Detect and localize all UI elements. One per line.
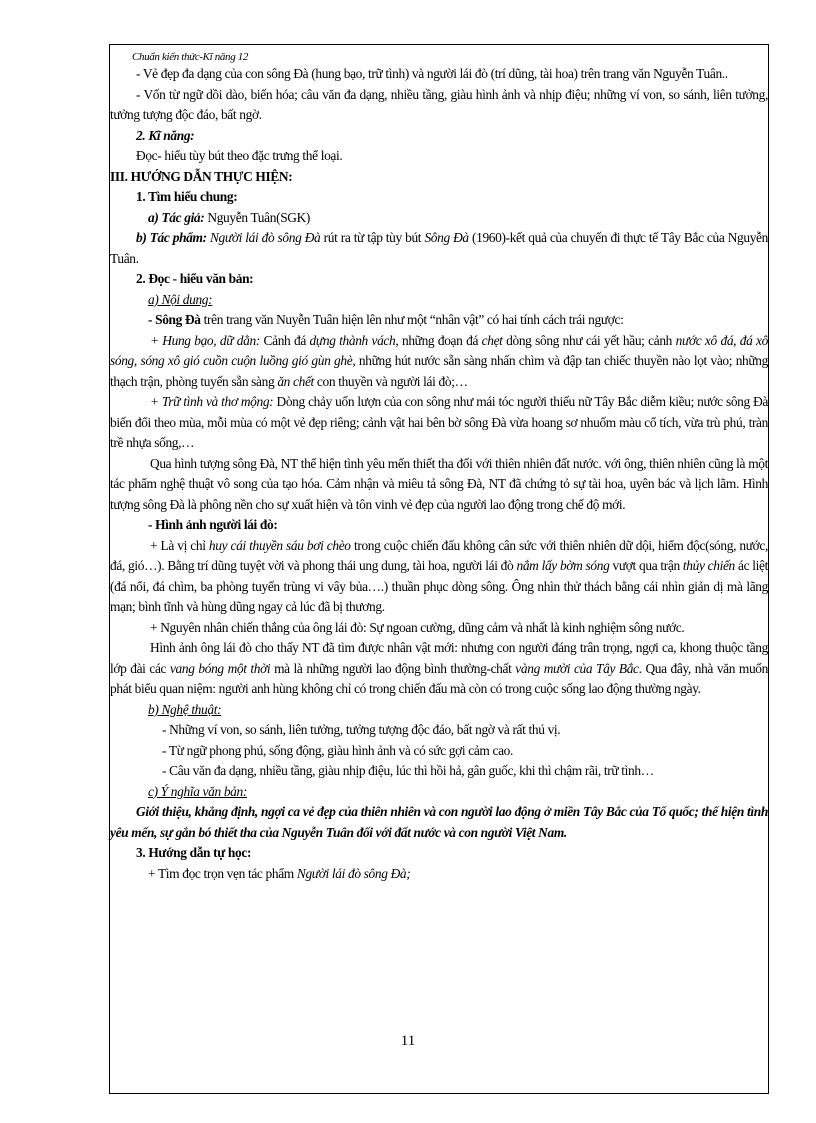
document-body [110,50,768,884]
text: . Qua đây, nhà văn muốn phát biểu quan niệm: người anh hùng không chỉ có trong chiến đấu mà còn có trong cuộc sống lao động thường ngày. [110,660,769,696]
paragraph [110,228,768,269]
label: - Sông Đà [148,312,201,327]
text: vang bóng một thời [169,660,271,676]
text: nắm lấy bờm sóng [516,558,610,573]
label: + Hung bạo, dữ dằn: [150,332,260,348]
text: Sông Đà [424,230,469,245]
text: thủy chiến [682,558,735,573]
text: ăn chết [277,373,314,389]
subheading: - Hình ảnh người lái đò: [148,517,278,532]
text: huy cái thuyền sáu bơi chèo [208,537,351,553]
label: + Trữ tình và thơ mộng: [150,394,274,409]
paragraph: Giới thiệu, khẳng định, ngợi ca vẻ đẹp của thiên nhiên và con người lao động ở miền Tây Bắc của Tổ quốc; thể hiện tình yêu mến, sự gắn bó thiết tha của Nguyễn Tuân đối với đất nước và con người Việt Nam. [110,804,768,840]
paragraph: - Câu văn đa dạng, nhiều tầng, giàu nhịp điệu, lúc thì hồi hả, gân guốc, khi thì chậm rãi, trữ tình… [162,763,654,778]
text: Người lái đò sông Đà [206,230,321,245]
text: vượt qua trận [609,558,683,573]
text: dòng sông như cái yết hầu; cảnh [502,332,676,348]
text: , những hút nước sẵn sàng nhấn chìm và đập tan chiếc thuyền nào lọt vào; những thạch trận, phòng tuyến sẵn sàng [110,353,768,389]
paragraph [110,638,768,700]
text: ác liệt (đá nổi, đá chìm, ba phòng tuyến trùng vi vây bủa….) thuần phục dòng sông. Ông nhìn thử thách bằng cái nhìn giản dị mà lãng mạn; bình tĩnh và hùng dũng ngay cả lúc đã bị thương. [110,558,768,614]
subheading: b) Nghệ thuật: [148,701,222,717]
paragraph: - Những ví von, so sánh, liên tưởng, tưởng tượng độc đáo, bất ngờ và rất thú vị. [162,722,561,737]
text: dựng thành vách [309,332,396,348]
subheading: c) Ý nghĩa văn bản: [148,783,247,799]
label: a) Tác giả: [148,209,205,225]
paragraph [110,331,768,393]
text: vàng mười của Tây Bắc [515,660,639,676]
paragraph: - Vốn từ ngữ dồi dào, biến hóa; câu văn đa dạng, nhiều tầng, giàu hình ảnh và nhịp điệu; những ví von, so sánh, liên tưởng, tưởng tượng độc đáo, bất ngờ. [110,86,768,122]
text: Hình ảnh ông lái đò cho thấy NT đã tìm được nhân vật mới: nhưng con người đáng trân trọng, ngợi ca, khong thuộc tầng lớp đài các [110,640,768,676]
text: chẹt [481,332,503,348]
text: con thuyền và người lái đò;… [313,373,468,389]
label: b) Tác phẩm: [136,230,207,245]
paragraph [110,864,768,885]
subheading: 3. Hướng dẫn tự học: [136,845,252,860]
paragraph: + Nguyên nhân chiến thắng của ông lái đò: Sự ngoan cường, dũng cảm và nhất là kinh nghiệm sông nước. [150,619,685,635]
paragraph [110,208,768,229]
page-number: 11 [400,1033,416,1049]
text: + Tìm đọc trọn vẹn tác phẩm [148,865,297,881]
text: , những đoạn đá [395,332,482,348]
text: rút ra từ tập tùy bút [320,230,425,245]
paragraph: - Vẻ đẹp đa dạng của con sông Đà (hung bạo, trữ tình) và người lái đò (trí dũng, tài hoa) trên trang văn Nguyễn Tuân.. [136,66,728,81]
paragraph: Qua hình tượng sông Đà, NT thể hiện tình yêu mến thiết tha đối với thiên nhiên đất nước. với ông, thiên nhiên cũng là một tác phẩm nghệ thuật vô song của tạo hóa. Cảm nhận và miêu tả sông Đà, NT đã chứng tỏ sự tài hoa, uyên bác và lịch lãm. Hình tượng sông Đà là phông nền cho sự xuất hiện và tôn vinh vẻ đẹp của người lao động trong chế độ mới. [110,455,768,512]
text: mà là những người lao động bình thường-chất [270,660,516,676]
subheading: a) Nội dung: [148,291,213,307]
text: + Là vị chỉ [150,537,209,553]
paragraph [110,536,768,618]
section-heading: III. HƯỚNG DẪN THỰC HIỆN: [110,168,293,184]
text: Dòng chảy uốn lượn của con sông như mái tóc người thiếu nữ Tây Bắc diễm kiều; nước sông Đà biến đổi theo mùa, mỗi mùa có một vẻ đẹp riêng; cảnh vật hai bên bờ sông Đà vừa hoang sơ nhuốm màu cổ tích, vừa trù phú, tràn trề nhựa sống,… [110,394,768,450]
running-header: Chuẩn kiến thức-Kĩ năng 12 [132,51,249,63]
text: Cảnh đá [259,332,310,348]
paragraph: Đọc- hiểu tùy bút theo đặc trưng thể loại. [136,148,343,163]
text: trên trang văn Nuyễn Tuân hiện lên như một “nhân vật” có hai tính cách trái ngược: [200,312,624,327]
paragraph [110,392,768,454]
text: nước xô đá, đá xô sóng, sóng xô gió cuồn cuộn luồng gió gùn ghè [110,332,768,368]
subheading: 2. Đọc - hiểu văn bản: [136,271,254,286]
subheading: 2. Kĩ năng: [136,127,195,143]
text: trong cuộc chiến đấu không cân sức với thiên nhiên dữ dội, hiểm độc(sóng, nước, đá, gió…). Bằng trí dũng tuyệt vời và phong thái ung dung, tài hoa, người lái đò [110,537,768,573]
paragraph [110,310,768,331]
subheading: 1. Tìm hiểu chung: [136,189,238,204]
text: Nguyễn Tuân(SGK) [204,209,311,225]
paragraph: - Từ ngữ phong phú, sống động, giàu hình ảnh và có sức gợi cảm cao. [162,742,514,758]
text: (1960)-kết quả của chuyến đi thực tế Tây Bắc của Nguyễn Tuân. [110,230,769,266]
text: Người lái đò sông Đà; [296,865,411,881]
